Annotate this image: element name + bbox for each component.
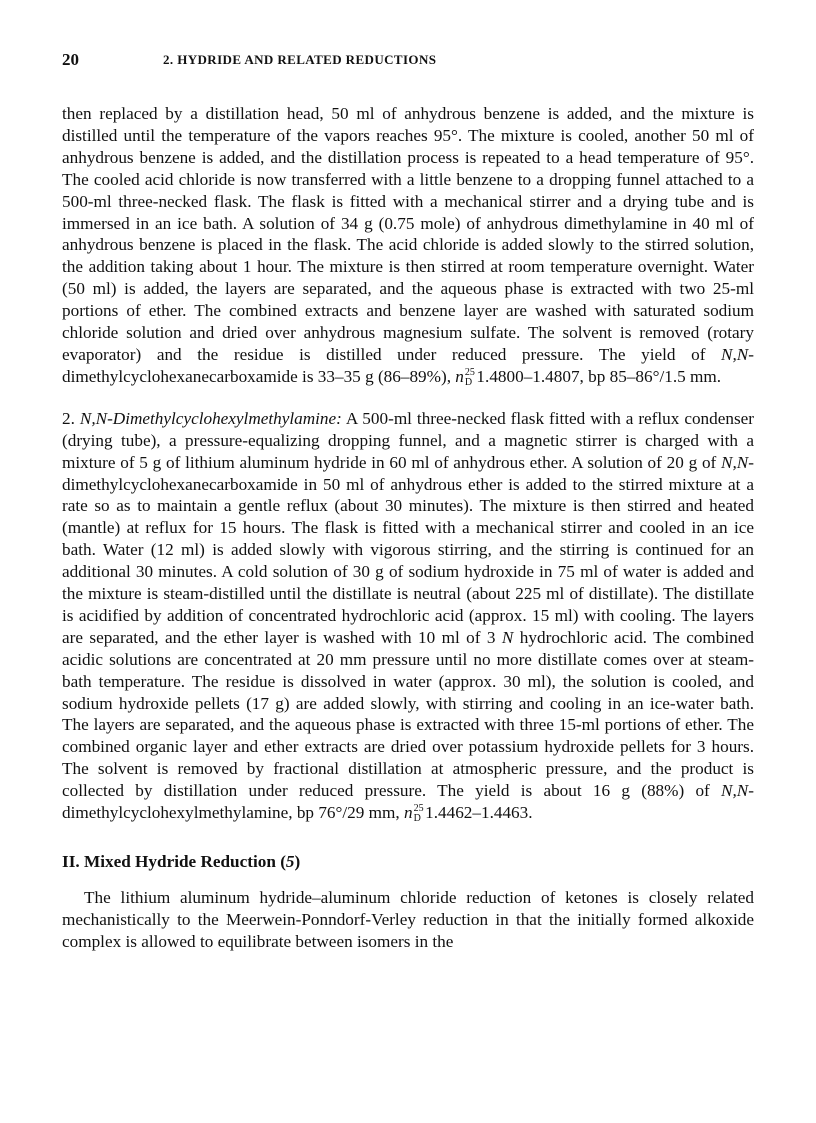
running-head: 2. HYDRIDE AND RELATED REDUCTIONS: [163, 52, 437, 67]
normality-symbol: N: [501, 627, 514, 647]
page-body: [62, 103, 754, 953]
paragraph-acid-chloride-procedure: [62, 103, 754, 391]
nd-temperature: 25: [464, 366, 475, 378]
compound-prefix: N,N: [721, 781, 749, 801]
compound-prefix: N,N: [721, 344, 749, 364]
paragraph-text: 1.4800–1.4807, bp 85–86°/1.5 mm.: [472, 366, 722, 386]
paragraph-text: A 500-ml three-necked flask fitted with a reflux condenser (drying tube), a pressure-equalizing dropping funnel, and a magnetic stirrer is charged with a mixture of 5 g of lithium aluminum hydride in 60 ml of anhydrous ether. A solution of 20 g of: [62, 408, 755, 472]
reference-number: 5: [285, 852, 295, 871]
paragraph-text: -dimethylcyclohexylmethylamine, bp 76°/29 mm,: [62, 781, 754, 823]
nd-n: n: [403, 803, 413, 823]
page-header: [62, 50, 762, 72]
nd-subscript: D: [413, 813, 421, 825]
nd-subscript: D: [464, 376, 473, 388]
section-heading-text: II. Mixed Hydride Reduction (: [62, 852, 286, 871]
nd-temperature: 25: [413, 803, 424, 815]
paragraph-text: -dimethylcyclohexanecarboxamide in 50 ml of anhydrous ether is added to the stirred mixture at a rate so as to maintain a gentle reflux (about 30 minutes). The mixture is then stirred and heated (mantle) at reflux for 15 hours. The flask is fitted with a mechanical stirrer and cooled in an ice bath. Water (12 ml) is added slowly with vigorous stirring, and the stirring is continued for an additional 30 minutes. A cold solution of 30 g of sodium hydroxide in 75 ml of water is added and the mixture is steam-distilled until the distillate is neutral (about 225 ml of distillate). The distillate is acidified by addition of concentrated hydrochloric acid (approx. 15 ml) with cooling. The layers are separated, and the ether layer is washed with 10 ml of 3: [62, 452, 754, 647]
refractive-index-symbol: [455, 366, 475, 388]
paragraph-text: hydrochloric acid. The combined acidic solutions are concentrated at 20 mm pressure until no more distillate comes over at steam-bath temperature. The residue is dissolved in water (approx. 30 ml), the solution is cooled, and sodium hydroxide pellets (17 g) are added slowly, with stirring and cooling in an ice-water bath. The layers are separated, and the aqueous phase is extracted with three 15-ml portions of ether. The combined organic layer and ether extracts are dried over potassium hydroxide pellets for 3 hours. The solvent is removed by fractional distillation at atmospheric pressure, and the product is collected by distillation under reduced pressure. The yield is about 16 g (88%) of: [62, 627, 754, 801]
compound-prefix: N,N: [721, 452, 749, 472]
refractive-index-symbol: [403, 803, 424, 825]
section-heading: [62, 851, 754, 873]
paragraph-text: -dimethylcyclohexanecarboxamide is 33–35 g (86–89%),: [62, 344, 754, 386]
page-number: 20: [62, 50, 79, 69]
paragraph-text: then replaced by a distillation head, 50 ml of anhydrous benzene is added, and the mixture is distilled until the temperature of the vapors reaches 95°. The mixture is cooled, another 50 ml of anhydrous benzene is added, and the distillation process is repeated to a head temperature of 95°. The cooled acid chloride is now transferred with a little benzene to a dropping funnel attached to a 500-ml three-necked flask. The flask is fitted with a mechanical stirrer and a drying tube and is immersed in an ice bath. A solution of 34 g (0.75 mole) of anhydrous dimethylamine in 40 ml of anhydrous benzene is placed in the flask. The acid chloride is added slowly to the stirred solution, the addition taking about 1 hour. The mixture is then stirred at room temperature overnight. Water (50 ml) is added, the layers are separated, and the aqueous phase is extracted with two 25-ml portions of ether. The combined extracts and benzene layer are washed with saturated sodium chloride solution and dried over anhydrous magnesium sulfate. The solvent is removed (rotary evaporator) and the residue is distilled under reduced pressure. The yield of: [62, 104, 754, 364]
nd-n: n: [455, 366, 464, 386]
step-number: 2.: [62, 408, 80, 428]
step-title: N,N-Dimethylcyclohexylmethylamine:: [79, 408, 342, 428]
paragraph-step-2: [62, 408, 754, 827]
paragraph-text: 1.4462–1.4463.: [420, 803, 533, 823]
section-heading-close: ): [294, 852, 301, 871]
paragraph-mixed-hydride-intro: The lithium aluminum hydride–aluminum chloride reduction of ketones is closely related mechanistically to the Meerwein-Ponndorf-Verley reduction in that the initially formed alkoxide complex is allowed to equilibrate between isomers in the: [62, 888, 754, 951]
